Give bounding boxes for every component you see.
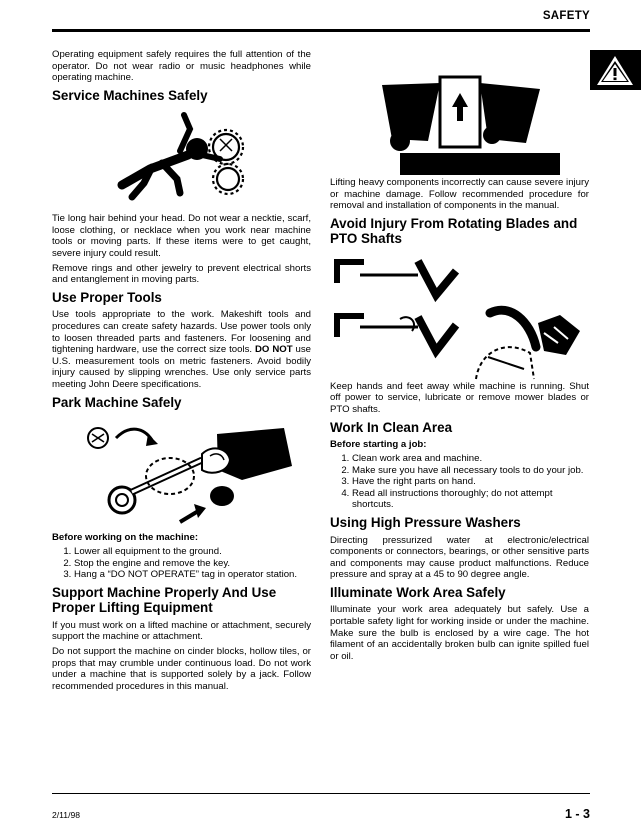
list-item: 1. Lower all equipment to the ground. — [74, 546, 311, 558]
heading-pressure-washers: Using High Pressure Washers — [330, 515, 521, 531]
right-column — [330, 49, 589, 665]
list-item: 3. Hang a “DO NOT OPERATE” tag in operator station. — [74, 569, 311, 581]
entanglement-illustration — [52, 107, 311, 213]
list-item: 1. Clean work area and machine. — [352, 453, 589, 465]
heading-illuminate-area: Illuminate Work Area Safely — [330, 584, 506, 600]
crushing-hazard-illustration — [330, 49, 589, 177]
heading-support-machine: Support Machine Properly And Use Proper Lifting Equipment — [52, 584, 277, 616]
safety-tab — [590, 50, 641, 90]
page-header — [52, 10, 590, 32]
clean-steps-list — [330, 453, 589, 511]
section-title: SAFETY — [542, 10, 590, 22]
rotating-paragraph: Keep hands and feet away while machine is running. Shut off power to service, lubricate or remove mower blades or PTO shafts. — [330, 380, 589, 415]
list-item: 4. Read all instructions thoroughly; do not attempt shortcuts. — [352, 488, 589, 511]
heading-proper-tools: Use Proper Tools — [52, 289, 162, 305]
footer-date: 2/11/98 — [52, 810, 81, 820]
header-rule — [52, 29, 590, 32]
washers-paragraph: Directing pressurized water at electronic/electrical components or connectors, bearings, or other sensitive parts and components may cause product malfunctions. Reduce pressure and spray at a 45 to 90 degree angle. — [330, 534, 589, 581]
warning-triangle-icon — [590, 50, 641, 90]
support-paragraph-1: If you must work on a lifted machine or attachment, securely support the machine or attachment. — [52, 619, 311, 643]
heading-service-machines: Service Machines Safely — [52, 87, 208, 103]
rotating-blade-illustration — [330, 251, 589, 381]
park-steps-list — [52, 546, 311, 581]
park-key-illustration — [52, 414, 311, 532]
page-footer — [52, 793, 590, 821]
page-number: 1 - 3 — [564, 807, 590, 821]
illuminate-paragraph: Illuminate your work area adequately but safely. Use a portable safety light for working inside or under the machine. Make sure the bulb is enclosed by a wire cage. The hot filament of an accidentally broken bulb can ignite spilled fuel or oil. — [330, 604, 589, 662]
tools-paragraph: Use tools appropriate to the work. Makeshift tools and procedures can create safety hazards. Use power tools only to loosen threaded parts and fasteners. For loosening and tightening hardware, use the correct size tools. DO NOT use U.S. measurement tools on metric fasteners. Avoid bodily injury caused by slipping wrenches. Use only service parts meeting John Deere specifications. — [52, 309, 312, 390]
do-not-emphasis: DO NOT — [255, 344, 293, 356]
lifting-paragraph: Lifting heavy components incorrectly can cause severe injury or machine damage. Follow recommended procedure for removal and installation of components in the manual. — [330, 177, 589, 212]
heading-clean-area: Work In Clean Area — [330, 419, 453, 435]
intro-paragraph: Operating equipment safely requires the full attention of the operator. Do not wear radio or music headphones while operating machine. — [52, 49, 311, 84]
service-paragraph-2: Remove rings and other jewelry to prevent electrical shorts and entanglement in moving parts. — [52, 262, 311, 286]
left-column — [52, 49, 311, 695]
footer-rule — [52, 793, 590, 794]
list-item: 2. Make sure you have all necessary tools to do your job. — [352, 465, 589, 477]
list-item: 3. Have the right parts on hand. — [352, 476, 589, 488]
clean-subheading: Before starting a job: — [330, 439, 427, 451]
heading-park-machine: Park Machine Safely — [52, 394, 182, 410]
support-paragraph-2: Do not support the machine on cinder blocks, hollow tiles, or props that may crumble under continuous load. Do not work under a machine that is supported solely by a jack. Follow recommended procedures in this manual. — [52, 645, 311, 692]
park-subheading: Before working on the machine: — [52, 532, 199, 543]
list-item: 2. Stop the engine and remove the key. — [74, 558, 311, 570]
service-paragraph-1: Tie long hair behind your head. Do not wear a necktie, scarf, loose clothing, or necklace when you work near machine tools or moving parts. If these items were to get caught, severe injury could result. — [52, 213, 311, 260]
heading-rotating-blades: Avoid Injury From Rotating Blades and PTO Shafts — [330, 215, 578, 247]
